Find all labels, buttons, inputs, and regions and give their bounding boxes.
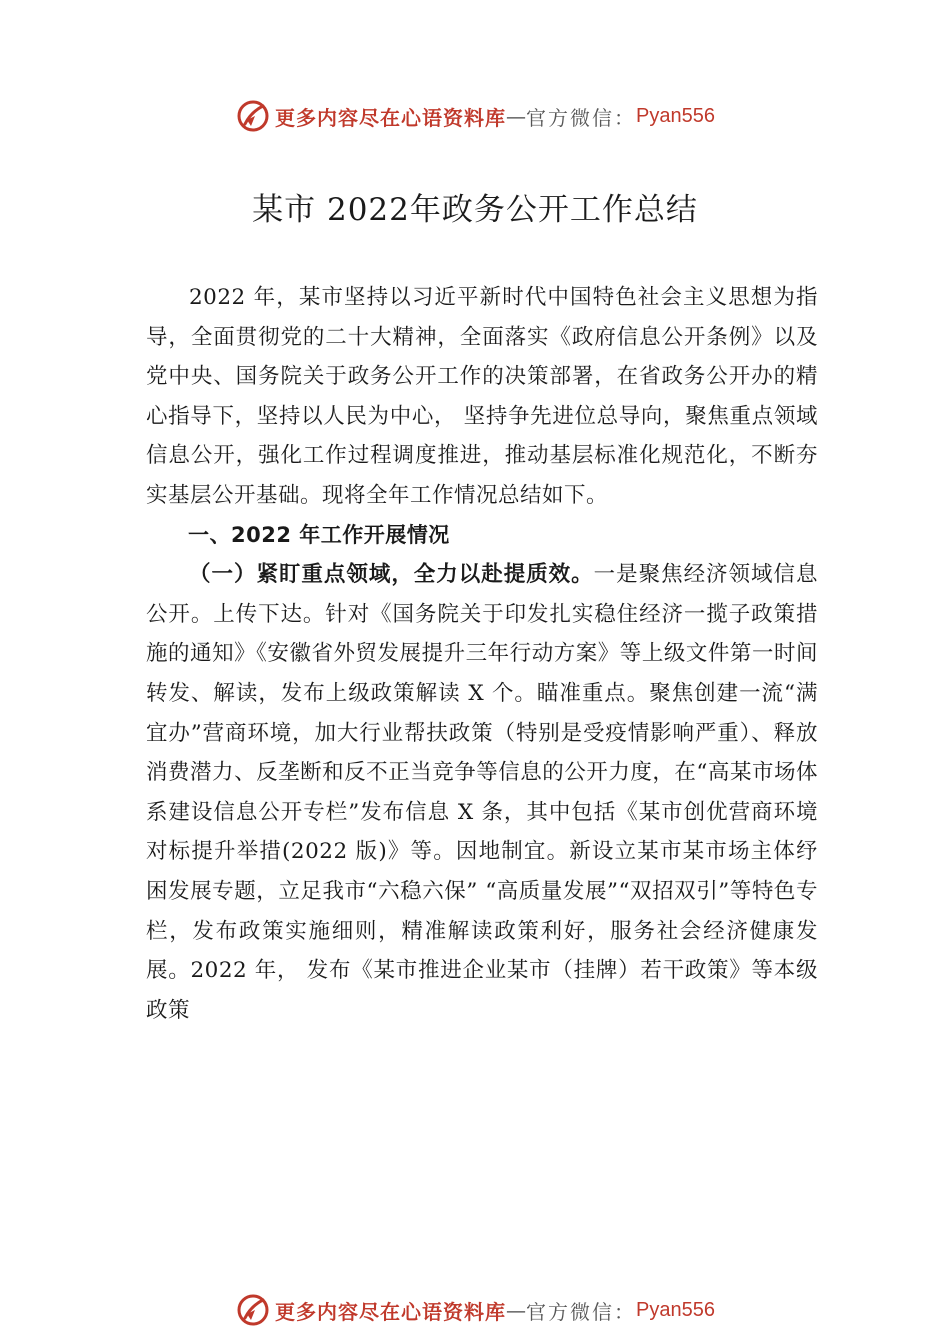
banner-dash: — <box>506 104 527 128</box>
brand-name: 更多内容尽在心语资料库 <box>275 105 507 130</box>
intro-paragraph: 2022 年，某市坚持以习近平新时代中国特色社会主义思想为指导，全面贯彻党的二十大精神，全面落实《政府信息公开条例》以及党中央、国务院关于政务公开工作的决策部署，在省政务公开办的精心指导下，坚持以人民为中心， 坚持争先进位总导向，聚焦重点领域信息公开，强化工作过程调度推进，推动基层标准化规范化，不断夯实基层公开基础。现将全年工作情况总结如下。 <box>146 285 818 508</box>
brush-logo-icon <box>235 98 271 134</box>
brand-name: 更多内容尽在心语资料库 <box>275 1299 507 1324</box>
wechat-label: 官方微信： <box>526 105 637 130</box>
header-watermark-banner <box>0 96 950 136</box>
subsection-body: 一是聚焦经济领域信息公开。上传下达。针对《国务院关于印发扎实稳住经济一揽子政策措施的通知》《安徽省外贸发展提升三年行动方案》等上级文件第一时间转发、解读，发布上级政策解读 X 个。瞄准重点。聚焦创建一流“满宜办”营商环境，加大行业帮扶政策（特别是受疫情影响严重）、释放消费潜力、反垄断和反不正当竞争等信息的公开力度，在“高某市场体系建设信息公开专栏”发布信息 X 条，其中包括《某市创优营商环境对标提升举措(2022 版)》等。因地制宜。新设立某市某市场主体纾困发展专题，立足我市“六稳六保” “高质量发展”“双招双引”等特色专栏，发布政策实施细则，精准解读政策利好，服务社会经济健康发展。2022 年， 发布《某市推进企业某市（挂牌）若干政策》等本级政策 <box>146 562 818 1023</box>
document-title: 某市 2022年政务公开工作总结 <box>252 192 698 228</box>
wechat-id: Pyan556 <box>636 104 715 127</box>
wechat-label: 官方微信： <box>526 1299 637 1324</box>
subsection-paragraph <box>146 555 818 1030</box>
section-heading: 一、2022 年工作开展情况 <box>188 522 450 547</box>
subsection-heading: （一）紧盯重点领域，全力以赴提质效。 <box>189 562 594 588</box>
footer-watermark-banner <box>0 1290 950 1330</box>
banner-dash: — <box>506 1298 527 1322</box>
document-body <box>146 278 818 1030</box>
wechat-id: Pyan556 <box>636 1298 715 1321</box>
brush-logo-icon <box>235 1292 271 1328</box>
